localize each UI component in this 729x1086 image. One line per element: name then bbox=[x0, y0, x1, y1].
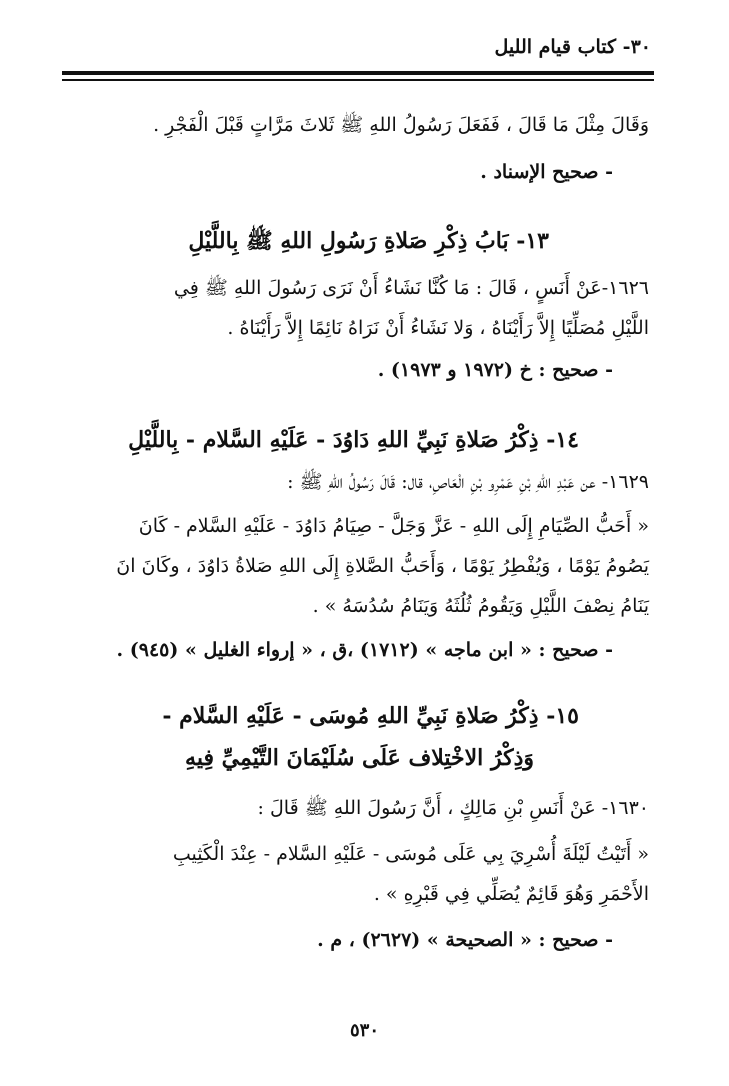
header-rule-thin bbox=[62, 79, 654, 81]
chapter-heading-14: ١٤- ذِكْرُ صَلاةِ نَبِيِّ اللهِ دَاوُدَ - عَلَيْهِ السَّلام - بِاللَّيْلِ bbox=[128, 427, 579, 453]
header-rule-thick bbox=[62, 71, 654, 75]
hadith-1629-line-4: يَنَامُ نِصْفَ اللَّيْلِ وَيَقُومُ ثُلُثَهُ وَيَنَامُ سُدُسَهُ » . bbox=[312, 595, 649, 617]
hadith-1626-line-1: ١٦٢٦-عَنْ أَنَسٍ ، قَالَ : مَا كُنَّا نَشَاءُ أَنْ نَرَى رَسُولَ اللهِ ﷺ فِي bbox=[173, 277, 649, 299]
chapter-heading-15: ١٥- ذِكْرُ صَلاةِ نَبِيِّ اللهِ مُوسَى - عَلَيْهِ السَّلام - bbox=[162, 703, 579, 729]
text-line-continuation: وَقَالَ مِثْلَ مَا قَالَ ، فَفَعَلَ رَسُولُ اللهِ ﷺ ثَلاثَ مَرَّاتٍ قَبْلَ الْفَجْرِ . bbox=[153, 114, 649, 136]
running-head: ٣٠- كتاب قيام الليل bbox=[494, 36, 651, 58]
grading-line: - صحيح الإسناد . bbox=[480, 161, 613, 183]
page-number: ٥٣٠ bbox=[349, 1020, 379, 1041]
grading-line: - صحيح : « الصحيحة » (٢٦٢٧) ، م . bbox=[317, 929, 613, 951]
chapter-heading-15-line-2: وَذِكْرُ الاخْتِلاف عَلَى سُلَيْمَانَ التَّيْمِيِّ فِيهِ bbox=[185, 745, 534, 771]
hadith-1630-line-3: الأَحْمَرِ وَهُوَ قَائِمٌ يُصَلِّي فِي قَبْرِهِ » . bbox=[373, 883, 649, 905]
hadith-1630-line-2: « أَتَيْتُ لَيْلَةَ أُسْرِيَ بِي عَلَى مُوسَى - عَلَيْهِ السَّلام - عِنْدَ الْكَثِيبِ bbox=[172, 843, 649, 865]
grading-line: - صحيح : « ابن ماجه » (١٧١٢) ،ق ، « إرواء الغليل » (٩٤٥) . bbox=[116, 639, 613, 661]
hadith-1630-line-1: ١٦٣٠- عَنْ أَنَسِ بْنِ مَالِكٍ ، أَنَّ رَسُولَ اللهِ ﷺ قَالَ : bbox=[257, 797, 649, 819]
hadith-1629-line-3: يَصُومُ يَوْمًا ، وَيُفْطِرُ يَوْمًا ، وَأَحَبُّ الصَّلاةِ إِلَى اللهِ صَلاةُ دَاوُدَ ، وكَانَ انَ bbox=[116, 555, 649, 577]
hadith-1626-line-2: اللَّيْلِ مُصَلِّيًا إِلاَّ رَأَيْنَاهُ ، وَلا نَشَاءُ أَنْ نَرَاهُ نَائِمًا إِلاَّ رَأَيْنَاهُ . bbox=[227, 317, 649, 339]
grading-line: - صحيح : خ (١٩٧٢ و ١٩٧٣) . bbox=[377, 359, 613, 381]
hadith-1629-line-1: ١٦٢٩- عن عَبْدِ اللهِ بْنِ عَمْرِو بْنِ الْعَاصِ، قال: قَالَ رَسُولُ اللهِ ﷺ : bbox=[287, 471, 649, 493]
hadith-1629-line-2: « أَحَبُّ الصِّيَامِ إِلَى اللهِ - عَزَّ وَجَلَّ - صِيَامُ دَاوُدَ - عَلَيْهِ السَّلام - كَانَ bbox=[138, 515, 649, 537]
chapter-heading-13: ١٣- بَابُ ذِكْرِ صَلاةِ رَسُولِ اللهِ ﷺ بِاللَّيْلِ bbox=[188, 228, 549, 254]
